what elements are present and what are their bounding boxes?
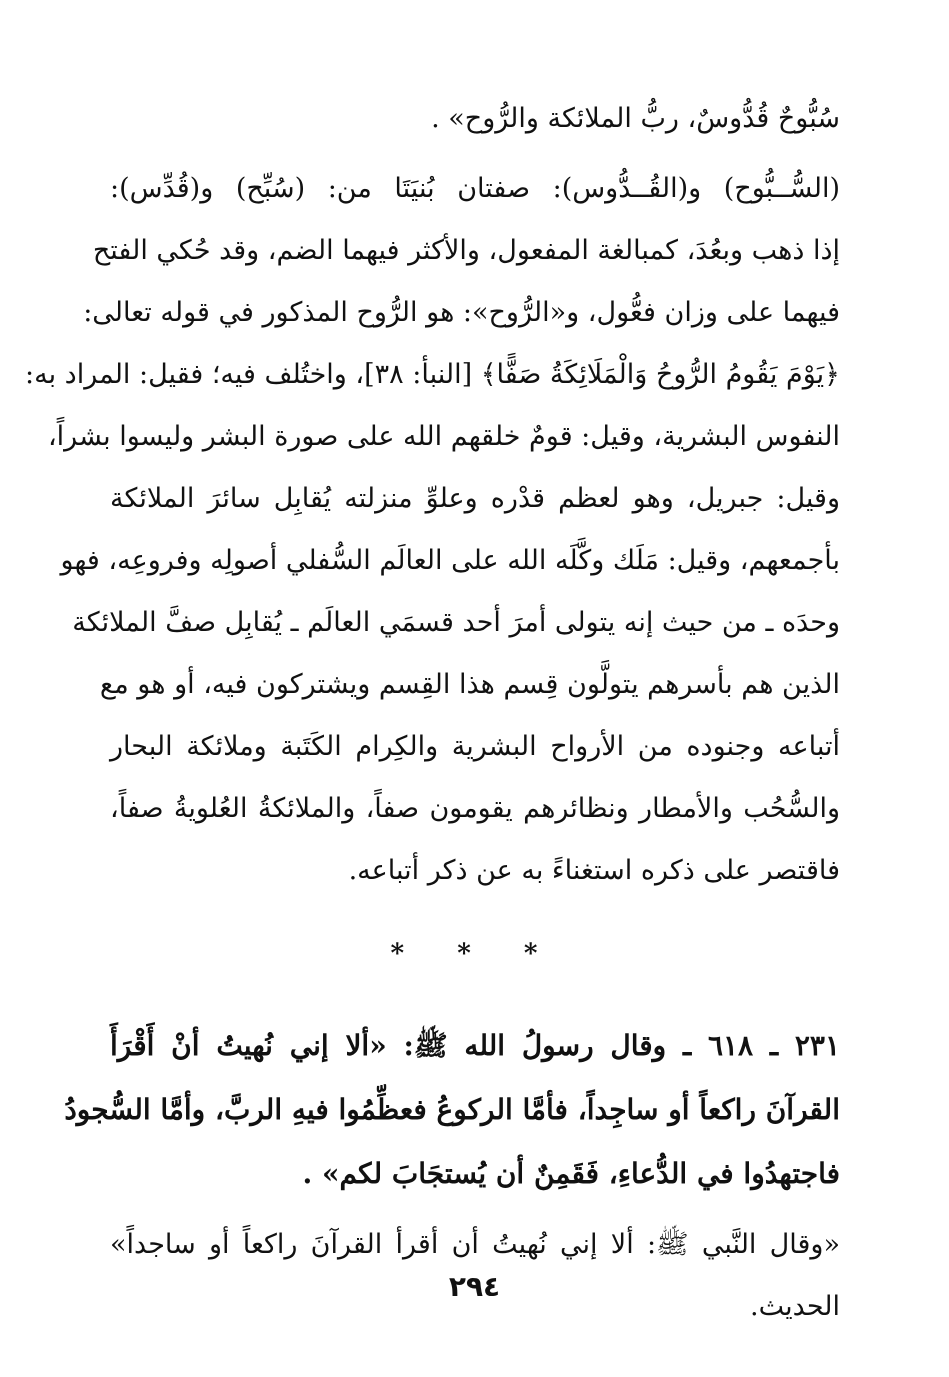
text-line: الذين هم بأسرهم يتولَّون قِسم هذا القِسم ويشتركون فيه، أو هو مع	[99, 669, 840, 700]
text-line: سُبُّوحٌ قُدُّوسٌ، ربُّ الملائكة والرُّوح» .	[431, 103, 840, 134]
text-line: بأجمعهم، وقيل: مَلَك وكَّلَه الله على العالَم السُّفلي أصولِه وفروعِه، فهو	[60, 545, 840, 576]
commentary-line: «وقال النَّبي ﷺ: ألا إني نُهيتُ أن أقرأ القرآنَ راكعاً أو ساجداً»	[110, 1229, 840, 1260]
quran-verse-line: ﴿يَوْمَ يَقُومُ الرُّوحُ وَالْمَلَائِكَةُ صَفًّا﴾ [النبأ: ٣٨]، واختُلف فيه؛ فقيل: المراد به:	[25, 359, 840, 390]
hadith-line: فاجتهدُوا في الدُّعاءِ، فَقَمِنٌ أن يُستجَابَ لكم» .	[302, 1157, 840, 1190]
text-line: فاقتصر على ذكره استغناءً به عن ذكر أتباعه.	[348, 855, 840, 886]
hadith-line: ٢٣١ ـ ٦١٨ ـ وقال رسولُ الله ﷺ: «ألا إني نُهيتُ أنْ أَقْرَأَ	[110, 1029, 841, 1062]
text-line: والسُّحُب والأمطار ونظائرهم يقومون صفاً، والملائكةُ العُلويةُ صفاً،	[110, 793, 840, 824]
page-body	[25, 88, 841, 1338]
text-line: وقيل: جبريل، وهو لعظم قدْره وعلوِّ منزلته يُقابِل سائرَ الملائكة	[110, 483, 840, 514]
section-separator: * * *	[390, 939, 560, 969]
commentary-line: الحديث.	[750, 1291, 840, 1322]
text-line: أتباعه وجنوده من الأرواح البشرية والكِرام الكَتَبة وملائكة البحار	[110, 731, 840, 762]
hadith-line: القرآنَ راكعاً أو ساجِداً، فأمَّا الركوعُ فعظِّمُوا فيهِ الربَّ، وأمَّا السُّجودُ	[64, 1093, 840, 1126]
text-line: فيهما على وزان فعُّول، و«الرُّوح»: هو الرُّوح المذكور في قوله تعالى:	[83, 297, 840, 328]
text-line: (السُّــبُّوح) و(القُــدُّوس): صفتان بُنيَتَا من: (سُبِّح) و(قُدِّس):	[110, 173, 840, 204]
text-line: النفوس البشرية، وقيل: قومٌ خلقهم الله على صورة البشر وليسوا بشراً،	[47, 421, 840, 452]
text-line: وحدَه ـ من حيث إنه يتولى أمرَ أحد قسمَي العالَم ـ يُقابِل صفَّ الملائكة	[72, 607, 840, 638]
page-number: ٢٩٤	[448, 1270, 501, 1303]
text-line: إذا ذهب وبعُدَ، كمبالغة المفعول، والأكثر فيهما الضم، وقد حُكي الفتح	[92, 235, 840, 266]
